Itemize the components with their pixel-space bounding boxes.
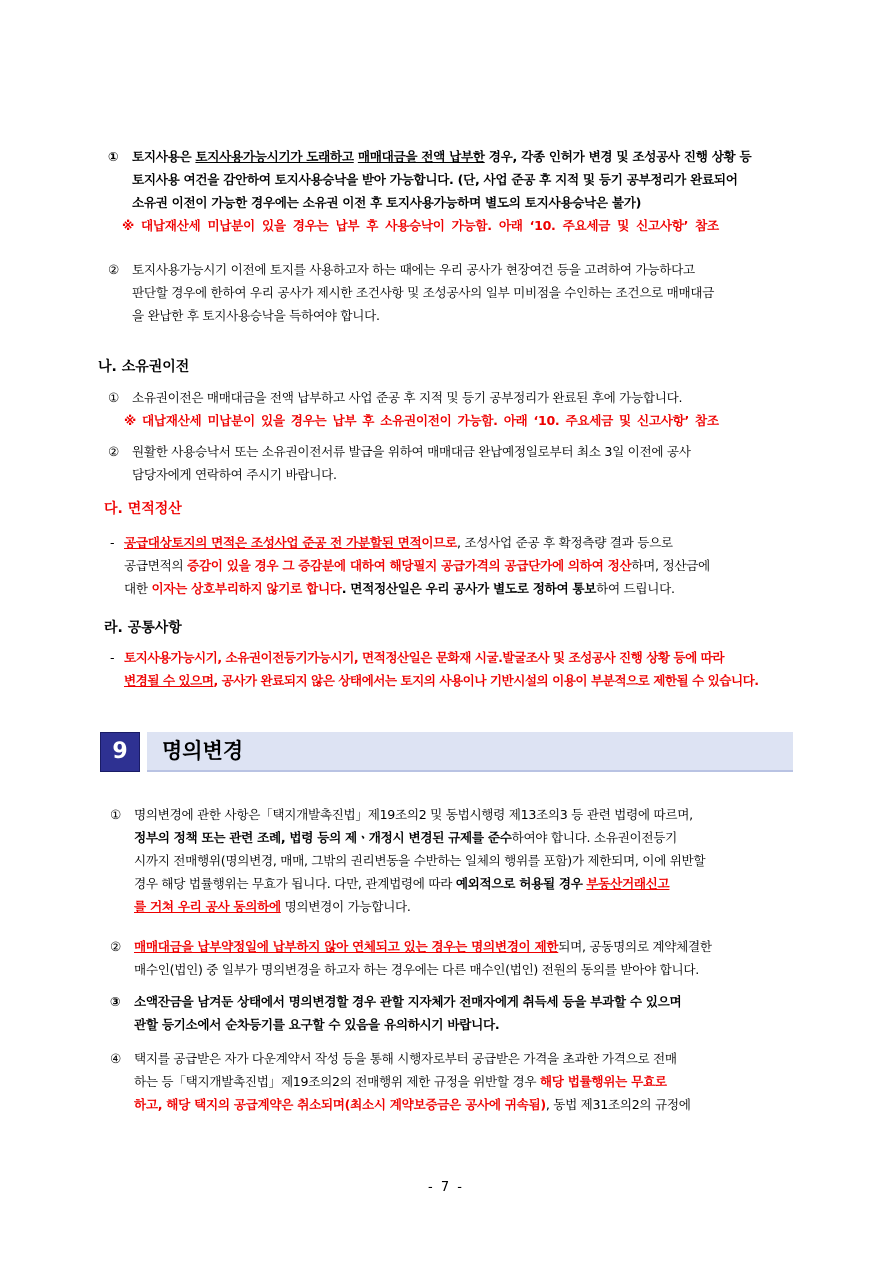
text-line: 소유권 이전이 가능한 경우에는 소유권 이전 후 토지사용가능하며 별도의 토지사용승낙은 불가) [132,195,642,210]
text: 되며, 공동명의로 계약체결한 [558,939,712,954]
section-title-bar [147,732,793,772]
name-change-item-3 [110,990,810,1036]
land-use-item-2 [108,258,808,327]
text: 명의변경이 가능합니다. [280,899,411,914]
area-heading: 다. 면적정산 [104,501,182,517]
land-use-item-1 [108,145,808,214]
dash: - [110,535,115,550]
text: 소유권이전은 매매대금을 전액 납부하고 사업 준공 후 지적 및 등기 공부정리가 완료된 후에 가능합니다. [132,390,683,405]
name-change-item-4 [110,1047,810,1116]
text: 하는 등「택지개발촉진법」제19조의2의 전매행위 제한 규정을 위반할 경우 [134,1074,540,1089]
item-number: ④ [110,1051,121,1066]
text: 경우 해당 법률행위는 무효가 됩니다. 다만, 관계법령에 따라 [134,876,456,891]
text: 공급면적의 [124,558,188,573]
text: , 공사가 완료되지 않은 상태에서는 토지의 사용이나 기반시설의 이용이 부분적으로 제한될 수 있습니다. [213,673,759,688]
text: 변경될 수 있으며 [124,673,214,688]
item-number: ② [108,444,119,459]
ownership-item-1 [108,386,808,409]
ownership-tax-note: ※ 대납재산세 미납분이 있을 경우는 납부 후 소유권이전이 가능함. 아래 ‘10. 주요세금 및 신고사항’ 참조 [124,413,719,428]
land-use-tax-note: ※ 대납재산세 미납분이 있을 경우는 납부 후 사용승낙이 가능함. 아래 ‘10. 주요세금 및 신고사항’ 참조 [122,218,719,233]
text: 이자는 상호부리하지 않기로 합니다 [151,581,342,596]
text: , 조성사업 준공 후 확정측량 결과 등으로 [457,535,673,550]
text: 정부의 정책 또는 관련 조례, 법령 등의 제ㆍ개정시 변경된 규제를 준수 [134,830,512,845]
text: 공급대상토지의 면적은 조성사업 준공 전 가분할된 면적 [124,535,422,550]
text-line: 관할 등기소에서 순차등기를 요구할 수 있음을 유의하시기 바랍니다. [134,1017,500,1032]
text-line: 매수인(법인) 중 일부가 명의변경을 하고자 하는 경우에는 다른 매수인(법인) 전원의 동의를 받아야 합니다. [134,962,699,977]
text: 를 거쳐 우리 공사 동의하에 [134,899,281,914]
area-paragraph [110,531,810,600]
text: 부동산거래신고 [586,876,670,891]
section-number-badge: 9 [100,732,140,772]
text: 원활한 사용승낙서 또는 소유권이전서류 발급을 위하여 매매대금 완납예정일로부터 최소 3일 이전에 공사 [132,444,691,459]
text: 증감이 있을 경우 그 증감분에 대하여 해당필지 공급가격의 공급단가에 의하여 정산 [187,558,632,573]
item-number: ② [108,262,119,277]
common-heading: 라. 공통사항 [104,620,182,636]
text-line: 담당자에게 연락하여 주시기 바랍니다. [132,467,337,482]
text: 하여 드립니다. [596,581,675,596]
common-paragraph [110,646,810,692]
text-line: 토지사용 여건을 감안하여 토지사용승낙을 받아 가능합니다. (단, 사업 준공 후 지적 및 등기 공부정리가 완료되어 [132,172,738,187]
underlined-text: 매매대금을 전액 납부한 [357,149,485,164]
name-change-item-2 [110,935,810,981]
name-change-item-1 [110,803,810,918]
text: 이므로 [421,535,458,550]
item-number: ① [108,149,119,164]
text: 매매대금을 납부약정일에 납부하지 않아 연체되고 있는 경우는 명의변경이 제한 [134,939,559,954]
item-number: ① [110,807,121,822]
item-number: ③ [110,994,121,1009]
text-line: 을 완납한 후 토지사용승낙을 득하여야 합니다. [132,308,380,323]
text: 하고, 해당 택지의 공급계약은 취소되며(최소시 계약보증금은 공사에 귀속됨) [134,1097,546,1112]
text: , 동법 제31조의2의 규정에 [545,1097,691,1112]
text: 하여야 합니다. 소유권이전등기 [511,830,677,845]
text: 명의변경에 관한 사항은「택지개발촉진법」제19조의2 및 동법시행령 제13조의3 등 관련 법령에 따르며, [134,807,693,822]
text: 토지사용은 [132,149,196,164]
page-number: - 7 - [428,1180,464,1195]
text: 예외적으로 허용될 경우 [455,876,583,891]
text: 대한 [124,581,152,596]
item-number: ① [108,390,119,405]
text: 토지사용가능시기, 소유권이전등기가능시기, 면적정산일은 문화재 시굴.발굴조사 및 조성공사 진행 상황 등에 따라 [124,650,724,665]
ownership-item-2 [108,440,808,486]
text: 하며, 정산금에 [631,558,710,573]
text-line: 판단할 경우에 한하여 우리 공사가 제시한 조건사항 및 조성공사의 일부 미비점을 수인하는 조건으로 매매대금 [132,285,715,300]
ownership-heading: 나. 소유권이전 [98,359,190,375]
item-number: ② [110,939,121,954]
text-line: 시까지 전매행위(명의변경, 매매, 그밖의 권리변동을 수반하는 일체의 행위를 포함)가 제한되며, 이에 위반할 [134,853,706,868]
underlined-text: 토지사용가능시기가 도래하고 [195,149,354,164]
dash: - [110,650,115,665]
text: 해당 법률행위는 무효로 [539,1074,667,1089]
text: . 면적정산일은 우리 공사가 별도로 정하여 통보 [341,581,597,596]
text: 토지사용가능시기 이전에 토지를 사용하고자 하는 때에는 우리 공사가 현장여건 등을 고려하여 가능하다고 [132,262,695,277]
text: 경우, 각종 인허가 변경 및 조성공사 진행 상황 등 [484,149,752,164]
text: 택지를 공급받은 자가 다운계약서 작성 등을 통해 시행자로부터 공급받은 가격을 초과한 가격으로 전매 [134,1051,677,1066]
text: 소액잔금을 남겨둔 상태에서 명의변경할 경우 관할 지자체가 전매자에게 취득세 등을 부과할 수 있으며 [134,994,682,1009]
section-title: 명의변경 [162,739,244,763]
